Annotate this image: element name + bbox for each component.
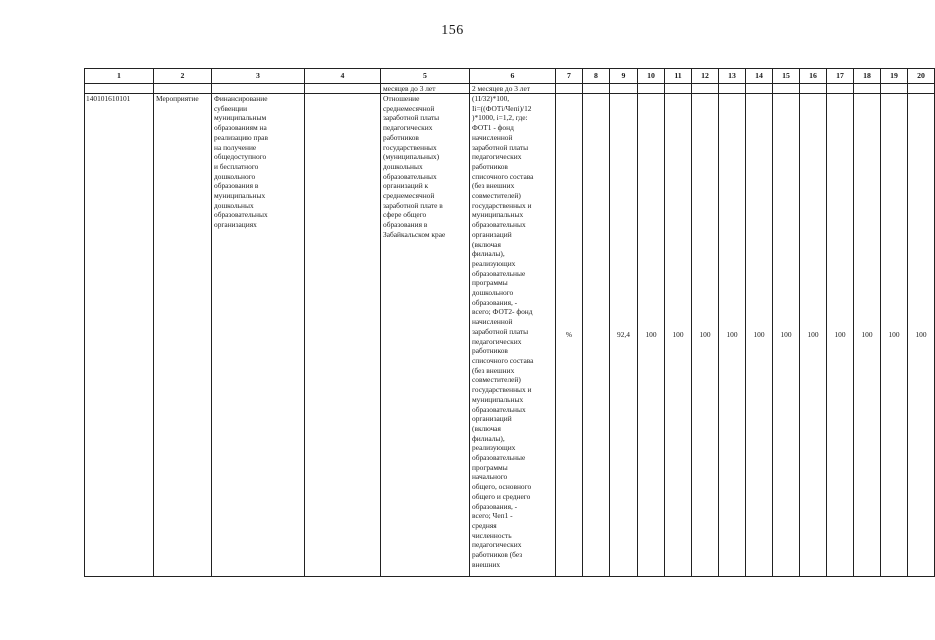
empty-cell: [305, 84, 381, 94]
column-header: 17: [827, 69, 854, 84]
table-row: [85, 94, 935, 577]
empty-cell: [773, 84, 800, 94]
col9-value-cell: 92,4: [610, 94, 638, 577]
empty-cell: [854, 84, 881, 94]
col14-value-cell: 100: [746, 94, 773, 577]
column-header: 8: [583, 69, 610, 84]
col11-value-cell: 100: [665, 94, 692, 577]
program-table: [84, 68, 935, 577]
col12-value-cell: 100: [692, 94, 719, 577]
empty-cell: [610, 84, 638, 94]
column-header: 10: [638, 69, 665, 84]
continuation-indicator-cell: месяцев до 3 лет: [381, 84, 470, 94]
column-header: 14: [746, 69, 773, 84]
col15-value-cell: 100: [773, 94, 800, 577]
header-row: [85, 69, 935, 84]
col20-value-cell: 100: [908, 94, 935, 577]
col17-value-cell: 100: [827, 94, 854, 577]
indicator-cell: Отношение среднемесячной заработной платы педагогических работников государственных (муниципальных) дошкольных образовательных организаций к среднемесячной заработной плате в сфере общего образования в Забайкальском крае: [381, 94, 470, 577]
column-header: 11: [665, 69, 692, 84]
empty-cell: [85, 84, 154, 94]
column-header: 9: [610, 69, 638, 84]
empty-cell: [556, 84, 583, 94]
column-header: 12: [692, 69, 719, 84]
col10-value-cell: 100: [638, 94, 665, 577]
column-header: 2: [154, 69, 212, 84]
empty-cell: [154, 84, 212, 94]
column-header: 13: [719, 69, 746, 84]
column-header: 5: [381, 69, 470, 84]
col19-value-cell: 100: [881, 94, 908, 577]
empty-cell: [719, 84, 746, 94]
continuation-row: [85, 84, 935, 94]
empty-cell: [881, 84, 908, 94]
empty-cell: [212, 84, 305, 94]
column-header: 18: [854, 69, 881, 84]
empty-cell: [827, 84, 854, 94]
type-cell: Мероприятие: [154, 94, 212, 577]
unit-cell: %: [556, 94, 583, 577]
column-header: 3: [212, 69, 305, 84]
col18-value-cell: 100: [854, 94, 881, 577]
empty-cell: [583, 84, 610, 94]
continuation-formula-cell: 2 месяцев до 3 лет: [470, 84, 556, 94]
col16-value-cell: 100: [800, 94, 827, 577]
empty-cell: [746, 84, 773, 94]
column-header: 1: [85, 69, 154, 84]
empty-cell: [800, 84, 827, 94]
empty-cell: [692, 84, 719, 94]
column-header: 4: [305, 69, 381, 84]
column-header: 20: [908, 69, 935, 84]
empty-cell: [638, 84, 665, 94]
column-header: 19: [881, 69, 908, 84]
name-cell: Финансирование субвенции муниципальным образованиям на реализацию прав на получение общедоступного и бесплатного дошкольного образования в муниципальных дошкольных образовательных организациях: [212, 94, 305, 577]
empty-cell: [665, 84, 692, 94]
column-header: 6: [470, 69, 556, 84]
col4-cell: [305, 94, 381, 577]
column-header: 7: [556, 69, 583, 84]
column-header: 16: [800, 69, 827, 84]
code-cell: 140101610101: [85, 94, 154, 577]
column-header: 15: [773, 69, 800, 84]
page-number: 156: [441, 23, 464, 38]
col13-value-cell: 100: [719, 94, 746, 577]
empty-cell: [908, 84, 935, 94]
col8-cell: [583, 94, 610, 577]
formula-cell: (1I/32)*100, Ii=((ФОТi/Чепi)/12 )*1000, i=1,2, где: ФОТ1 - фонд начисленной заработной платы педагогических работников списочного состава (без внешних совместителей) государственных и муниципальных образовательных организаций (включая филиалы), реализующих образовательные программы дошкольного образования, - всего; ФОТ2- фонд начисленной заработной платы педагогических работников списочного состава (без внешних совместителей) государственных и муниципальных образовательных организаций (включая филиалы), реализующих образовательные программы начального общего, основного общего и среднего образования, - всего; Чеп1 - средняя численность педагогических работников (без внешних: [470, 94, 556, 577]
